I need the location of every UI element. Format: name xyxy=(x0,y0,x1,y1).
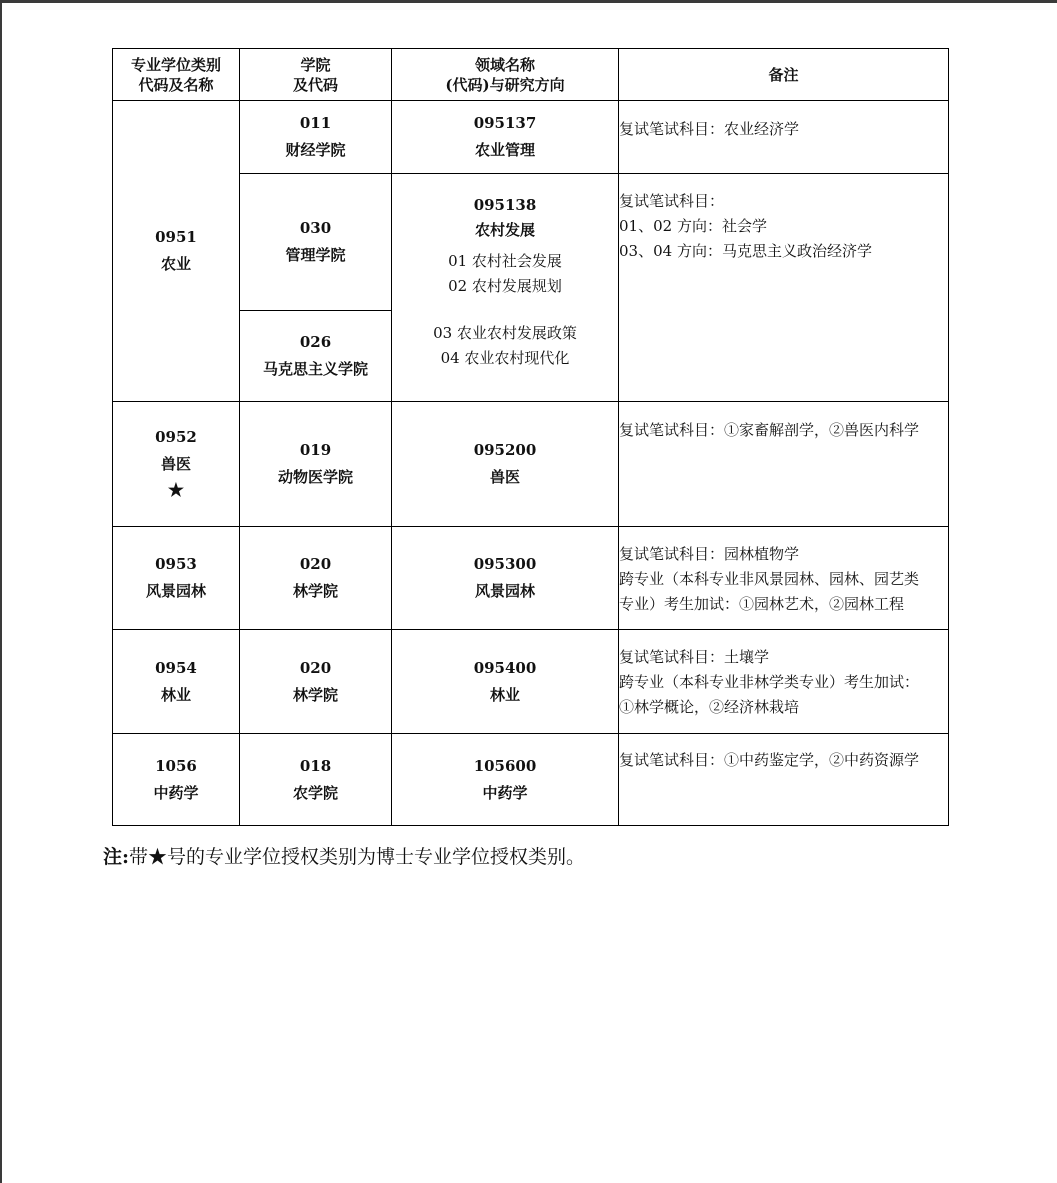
category-cell-0953: 0953 风景园林 xyxy=(113,527,240,630)
field-cell-095300: 095300 风景园林 xyxy=(392,527,619,630)
header-field: 领域名称 (代码)与研究方向 xyxy=(392,49,619,101)
field-cell-105600: 105600 中药学 xyxy=(392,734,619,826)
table-row xyxy=(113,101,949,174)
college-cell-011: 011 财经学院 xyxy=(240,101,392,174)
direction-item: 03 农业农村发展政策 xyxy=(433,324,577,342)
star-icon: ★ xyxy=(167,480,185,501)
table-row xyxy=(113,734,949,826)
header-remark: 备注 xyxy=(619,49,949,101)
field-cell-095400: 095400 林业 xyxy=(392,630,619,734)
college-cell-020-landscape: 020 林学院 xyxy=(240,527,392,630)
category-cell-0954: 0954 林业 xyxy=(113,630,240,734)
field-cell-095137: 095137 农业管理 xyxy=(392,101,619,174)
table-header-row xyxy=(113,49,949,101)
degree-table xyxy=(112,48,949,826)
direction-item: 01 农村社会发展 xyxy=(448,252,562,270)
remark-cell-095200: 复试笔试科目：①家畜解剖学，②兽医内科学 xyxy=(619,402,949,527)
remark-cell-105600: 复试笔试科目：①中药鉴定学，②中药资源学 xyxy=(619,734,949,826)
direction-item: 02 农村发展规划 xyxy=(448,277,562,295)
remark-cell-095300: 复试笔试科目：园林植物学 跨专业（本科专业非风景园林、园林、园艺类 专业）考生加试：①园林艺术，②园林工程 xyxy=(619,527,949,630)
field-cell-095200: 095200 兽医 xyxy=(392,402,619,527)
page-top-border xyxy=(0,0,1057,3)
table-row xyxy=(113,402,949,527)
remark-cell-095137: 复试笔试科目：农业经济学 xyxy=(619,101,949,174)
college-cell-026: 026 马克思主义学院 xyxy=(240,311,392,402)
footnote-text: 带★号的专业学位授权类别为博士专业学位授权类别。 xyxy=(129,846,586,868)
table-row xyxy=(113,630,949,734)
remark-cell-095400: 复试笔试科目：土壤学 跨专业（本科专业非林学类专业）考生加试： ①林学概论，②经济林栽培 xyxy=(619,630,949,734)
college-cell-030: 030 管理学院 xyxy=(240,174,392,311)
header-category: 专业学位类别 代码及名称 xyxy=(113,49,240,101)
remark-cell-095138: 复试笔试科目： 01、02 方向：社会学 03、04 方向：马克思主义政治经济学 xyxy=(619,174,949,402)
table-row xyxy=(113,527,949,630)
direction-item: 04 农业农村现代化 xyxy=(440,349,570,367)
direction-list xyxy=(392,321,618,371)
category-cell-0951: 0951 农业 xyxy=(113,101,240,402)
header-college: 学院 及代码 xyxy=(240,49,392,101)
category-cell-1056: 1056 中药学 xyxy=(113,734,240,826)
college-cell-019: 019 动物医学院 xyxy=(240,402,392,527)
direction-list xyxy=(392,249,618,299)
college-cell-018: 018 农学院 xyxy=(240,734,392,826)
college-cell-020-forestry: 020 林学院 xyxy=(240,630,392,734)
page-left-border xyxy=(0,0,2,1183)
category-cell-0952: 0952 兽医 ★ xyxy=(113,402,240,527)
footnote xyxy=(103,843,585,871)
field-cell-095138: 095138 农村发展 01 农村社会发展 02 农村发展规划 03 农业农村发展政策 04 农业农村现代化 xyxy=(392,174,619,402)
footnote-label: 注: xyxy=(103,846,130,868)
